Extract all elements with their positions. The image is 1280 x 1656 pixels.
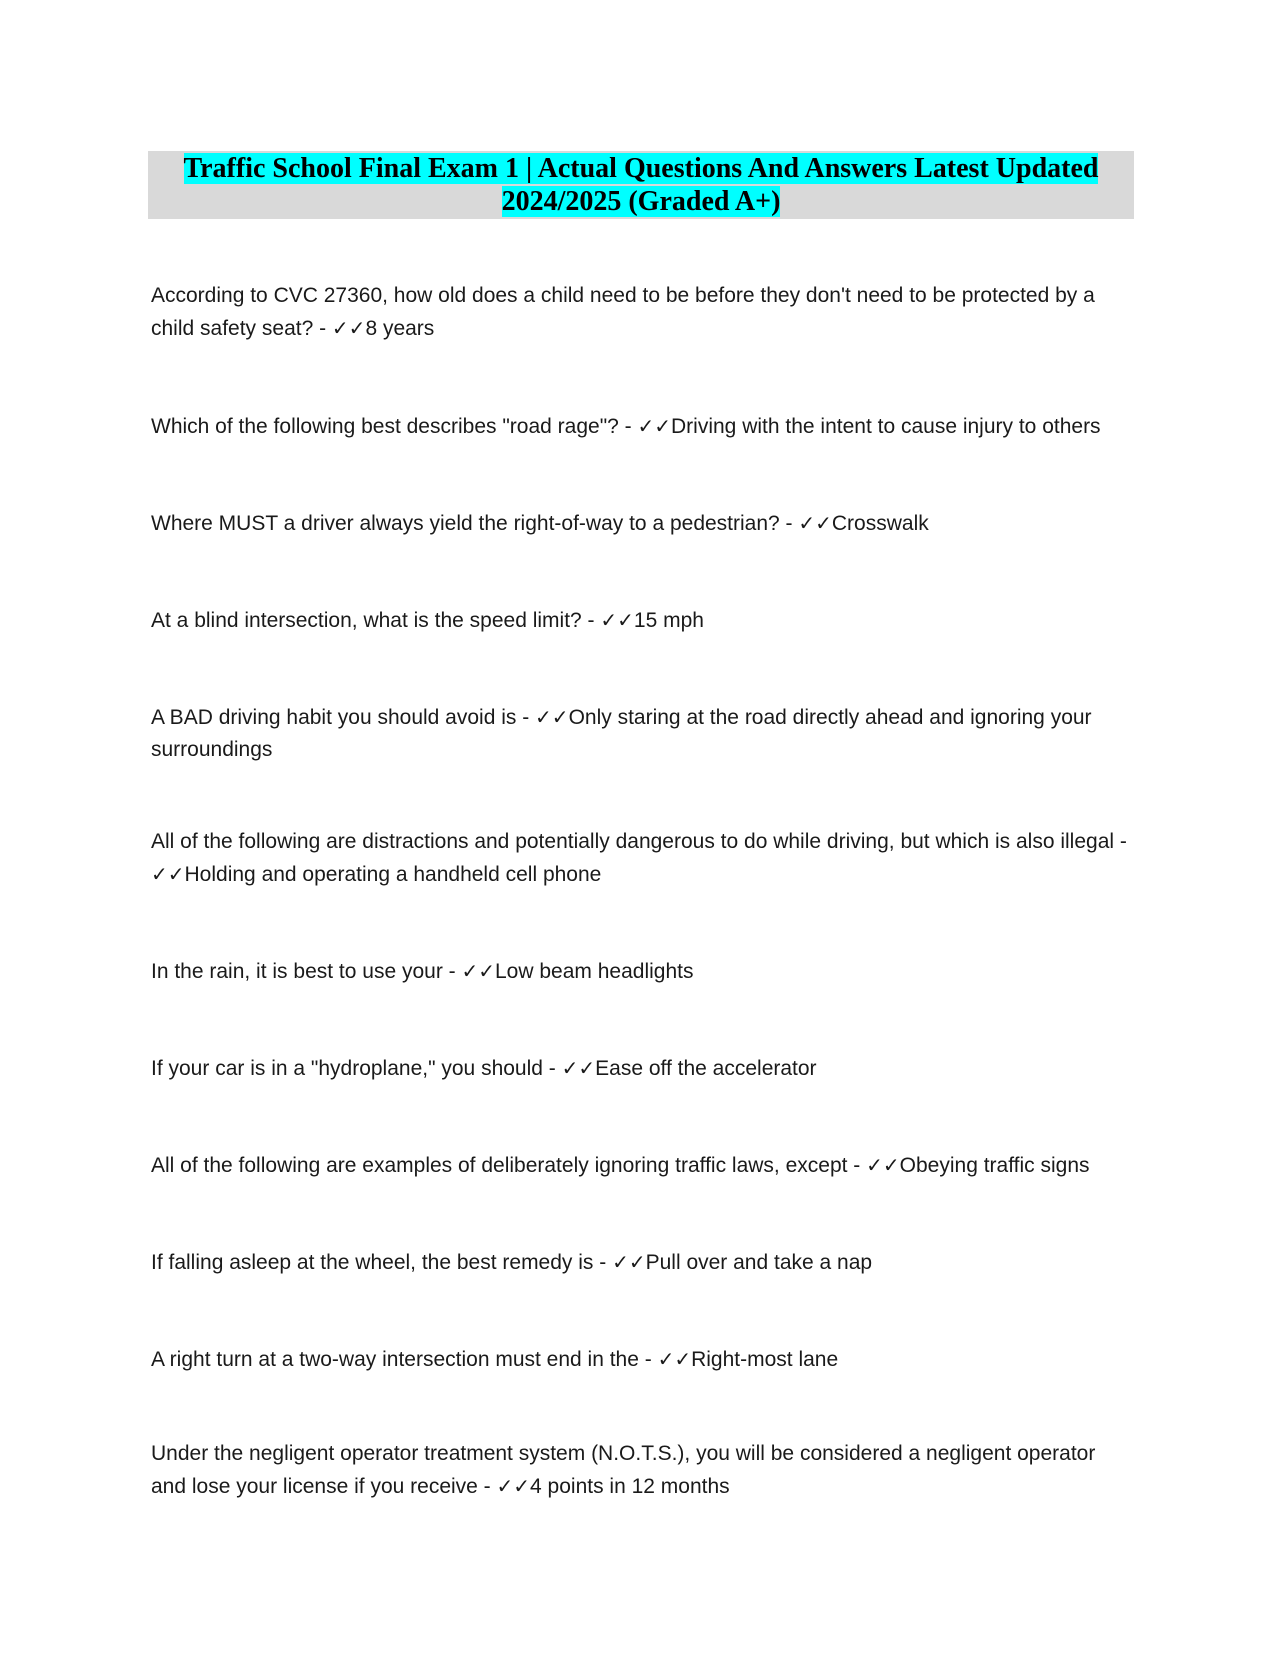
question-text: Under the negligent operator treatment system (N.O.T.S.), you will be considered a negligent operator and lose your license if you receive - [151,1442,1096,1498]
document-title [148,151,1134,219]
question-text: Where MUST a driver always yield the right-of-way to a pedestrian? - [151,512,799,535]
title-line-1: Traffic School Final Exam 1 | Actual Questions And Answers Latest Updated [183,153,1099,184]
answer-text: Low beam headlights [495,960,694,983]
double-check-icon: ✓✓ [657,1347,692,1371]
title-line-2: 2024/2025 (Graded A+) [501,186,781,217]
answer-text: 15 mph [633,609,704,632]
question-text: All of the following are examples of deliberately ignoring traffic laws, except - [151,1154,867,1177]
qa-item [151,1438,1131,1503]
qa-item [151,1052,1131,1085]
question-text: A BAD driving habit you should avoid is - [151,706,536,729]
answer-text: Ease off the accelerator [595,1057,817,1080]
qa-item [151,955,1131,988]
question-text: All of the following are distractions and potentially dangerous to do while driving, but which is also illegal - [151,830,1127,853]
answer-text: Obeying traffic signs [899,1154,1090,1177]
double-check-icon: ✓✓ [600,608,634,632]
answer-text: 8 years [365,317,435,340]
qa-item [151,604,1131,637]
answer-text: Right-most lane [691,1348,839,1371]
double-check-icon: ✓✓ [461,959,495,983]
double-check-icon: ✓✓ [561,1056,596,1080]
answer-text: Pull over and take a nap [645,1251,873,1274]
question-text: Which of the following best describes "road rage"? - [151,415,638,438]
answer-text: 4 points in 12 months [530,1475,730,1498]
question-text: If falling asleep at the wheel, the best remedy is - [151,1251,613,1274]
qa-item [151,701,1131,766]
qa-item [151,410,1131,443]
double-check-icon: ✓✓ [331,316,366,340]
double-check-icon: ✓✓ [866,1153,900,1177]
double-check-icon: ✓✓ [151,862,185,886]
question-text: If your car is in a "hydroplane," you should - [151,1057,562,1080]
double-check-icon: ✓✓ [496,1474,531,1498]
qa-item [151,507,1131,540]
double-check-icon: ✓✓ [612,1250,646,1274]
double-check-icon: ✓✓ [637,414,672,438]
qa-item [151,1343,1131,1376]
question-text: A right turn at a two-way intersection must end in the - [151,1348,658,1371]
qa-item [151,1149,1131,1182]
question-text: In the rain, it is best to use your - [151,960,462,983]
qa-item [151,280,1131,345]
answer-text: Holding and operating a handheld cell phone [184,863,602,886]
qa-item [151,1246,1131,1279]
qa-item [151,826,1131,891]
double-check-icon: ✓✓ [535,705,569,729]
question-text: At a blind intersection, what is the speed limit? - [151,609,601,632]
double-check-icon: ✓✓ [798,511,832,535]
answer-text: Crosswalk [831,512,929,535]
answer-text: Only staring at the road directly ahead and ignoring your surroundings [151,706,1092,761]
question-text: According to CVC 27360, how old does a child need to be before they don't need to be protected by a child safety seat? - [151,284,1095,340]
answer-text: Driving with the intent to cause injury to others [671,415,1101,438]
